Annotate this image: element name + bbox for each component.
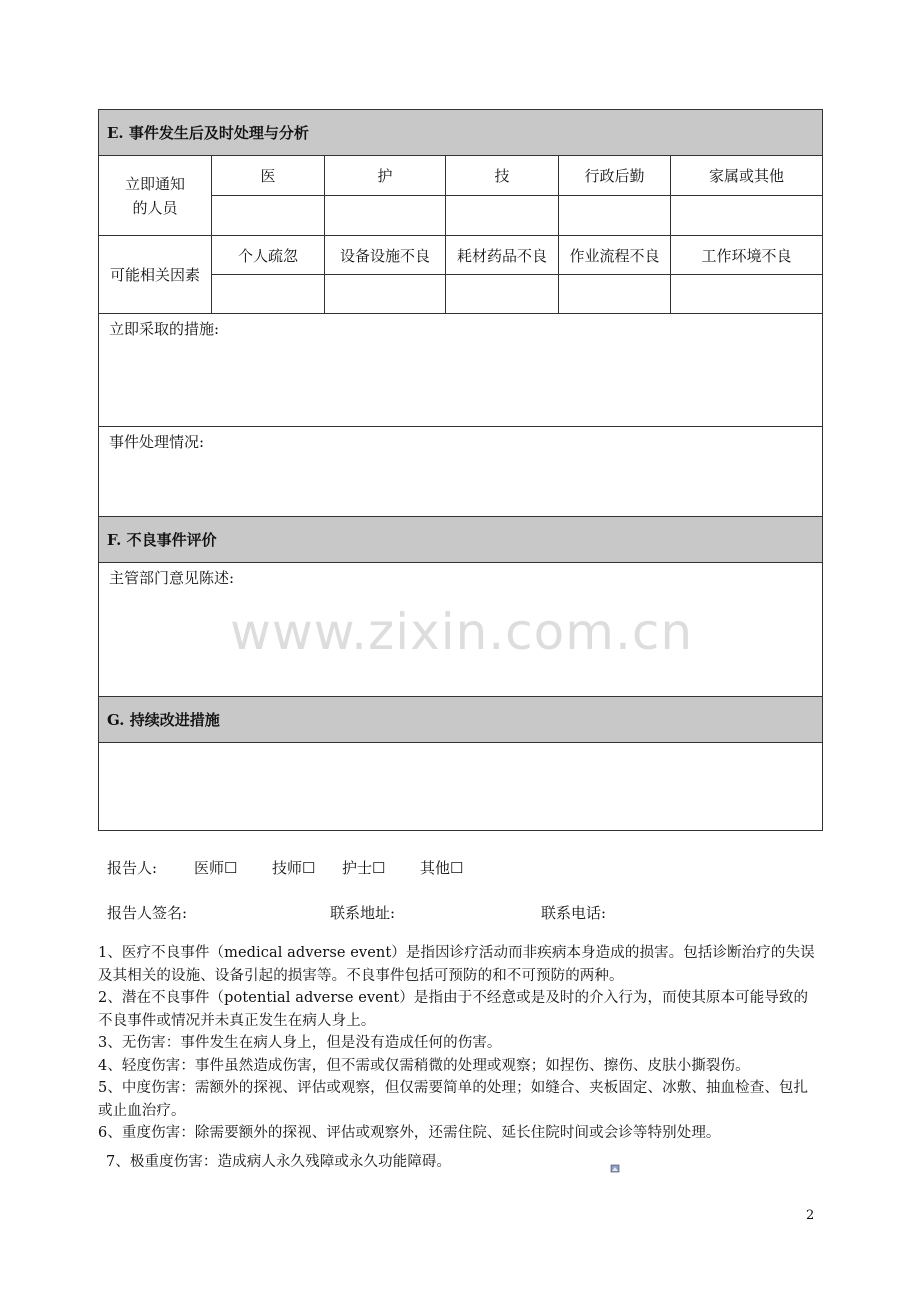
factor-col-supplies: 耗材药品不良: [446, 236, 559, 275]
notify-col-family: 家属或其他: [671, 156, 823, 196]
notify-col-doctor: 医: [212, 156, 325, 196]
notify-col-admin: 行政后勤: [559, 156, 671, 196]
factor-input-supplies[interactable]: [446, 275, 559, 314]
notify-input-admin[interactable]: [559, 196, 671, 236]
notify-input-doctor[interactable]: [212, 196, 325, 236]
event-handling-label: 事件处理情况:: [109, 433, 205, 451]
phone-label: 联系电话:: [541, 904, 607, 922]
notify-personnel-label: [99, 156, 212, 236]
factor-col-negligence: 个人疏忽: [212, 236, 325, 275]
definition-item: 7、极重度伤害：造成病人永久残障或永久功能障碍。: [106, 1153, 452, 1170]
factor-input-equipment[interactable]: [325, 275, 446, 314]
supervisor-opinion-label: 主管部门意见陈述:: [109, 569, 235, 587]
signature-label: 报告人签名:: [107, 904, 188, 922]
section-f-title: F. 不良事件评价: [99, 517, 823, 563]
notify-input-nurse[interactable]: [325, 196, 446, 236]
notify-label-line-1: 立即通知: [124, 174, 185, 193]
small-image-icon: [610, 1163, 620, 1173]
immediate-measures-field[interactable]: [99, 314, 823, 427]
notify-input-technician[interactable]: [446, 196, 559, 236]
page-number: 2: [806, 1208, 815, 1223]
supervisor-opinion-field[interactable]: [99, 563, 823, 697]
reporter-option-technician[interactable]: 技师☐: [272, 859, 316, 877]
factor-col-equipment: 设备设施不良: [325, 236, 446, 275]
related-factors-label: 可能相关因素: [99, 236, 212, 314]
definition-item: 4、轻度伤害：事件虽然造成伤害，但不需或仅需稍微的处理或观察；如捏伤、擦伤、皮肤小撕裂伤。: [98, 1057, 750, 1074]
event-handling-field[interactable]: [99, 427, 823, 517]
notify-col-technician: 技: [446, 156, 559, 196]
section-g-title: G. 持续改进措施: [99, 697, 823, 743]
factor-input-negligence[interactable]: [212, 275, 325, 314]
immediate-measures-label: 立即采取的措施:: [109, 320, 220, 338]
definitions-list: [98, 942, 822, 1173]
definition-item: 5、中度伤害：需额外的探视、评估或观察，但仅需要简单的处理；如缝合、夹板固定、冰敷、抽血检查、包扎或止血治疗。: [98, 1080, 809, 1119]
improvement-measures-field[interactable]: [99, 743, 823, 831]
watermark: www.zixin.com.cn: [230, 603, 694, 661]
section-e-title: E. 事件发生后及时处理与分析: [99, 110, 823, 156]
definition-item: 6、重度伤害：除需要额外的探视、评估或观察外，还需住院、延长住院时间或会诊等特别处理。: [98, 1125, 721, 1141]
report-form-table: [98, 109, 823, 831]
reporter-label: 报告人:: [107, 859, 158, 877]
notify-label-line-2: 的人员: [132, 198, 178, 217]
reporter-option-doctor[interactable]: 医师☐: [194, 859, 238, 877]
factor-col-workflow: 作业流程不良: [559, 236, 671, 275]
address-label: 联系地址:: [330, 904, 396, 922]
factor-input-workflow[interactable]: [559, 275, 671, 314]
notify-input-family[interactable]: [671, 196, 823, 236]
factor-input-environment[interactable]: [671, 275, 823, 314]
reporter-option-other[interactable]: 其他☐: [420, 859, 464, 877]
definition-item: 1、医疗不良事件（medical adverse event）是指因诊疗活动而非疾病本身造成的损害。包括诊断治疗的失误及其相关的设施、设备引起的损害等。不良事件包括可预防的和不可预防的两种。: [98, 945, 815, 984]
definition-item: 2、潜在不良事件（potential adverse event）是指由于不经意或是及时的介入行为，而使其原本可能导致的不良事件或情况并未真正发生在病人身上。: [98, 990, 809, 1029]
definition-item: 3、无伤害：事件发生在病人身上，但是没有造成任何的伤害。: [98, 1035, 502, 1051]
factor-col-environment: 工作环境不良: [671, 236, 823, 275]
reporter-option-nurse[interactable]: 护士☐: [342, 859, 386, 877]
notify-col-nurse: 护: [325, 156, 446, 196]
